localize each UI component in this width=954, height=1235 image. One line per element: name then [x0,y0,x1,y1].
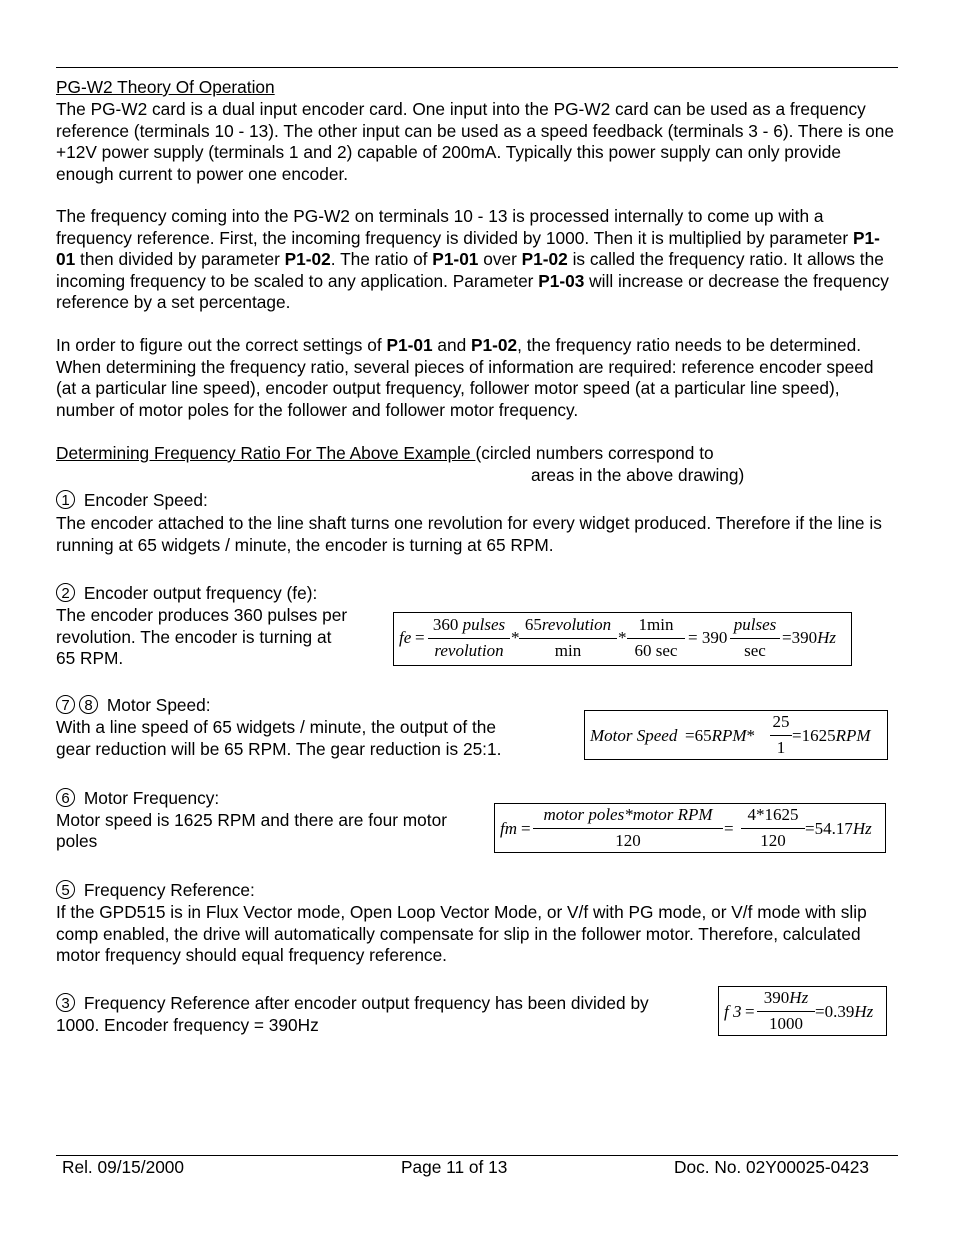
ratio-heading-note: areas in the above drawing) [531,465,745,485]
circled-number-5: 5 [56,880,75,899]
freq-ref-div-title: 3 Frequency Reference after encoder output frequency has been divided by [56,993,716,1015]
theory-paragraph-1: The PG-W2 card is a dual input encoder card. One input into the PG-W2 card can be used as a frequency reference (terminals 10 - 13). The other input can be used as a speed feedback (terminals 3 - 6). There is one +12V power supply (terminals 1 and 2) capable of 200mA. Typically this power supply can only provide enough current to power one encoder. [56,99,894,184]
theory-heading: PG-W2 Theory Of Operation [56,77,275,97]
freq-ref-body: If the GPD515 is in Flux Vector mode, Open Loop Vector Mode, or V/f with PG mode, or V/f mode with slip comp enabled, the drive will automatically compensate for slip in the follower motor. Therefore, calculated motor frequency should equal frequency reference. [56,902,867,966]
circled-number-6: 6 [56,788,75,807]
motor-speed-body-1: With a line speed of 65 widgets / minute, the output of the [56,717,496,737]
freq-ref-div-body: 1000. Encoder frequency = 390Hz [56,1015,319,1035]
encoder-freq-body-1: The encoder produces 360 pulses per [56,605,348,625]
page-number: Page 11 of 13 [401,1157,508,1177]
encoder-speed-body: The encoder attached to the line shaft turns one revolution for every widget produced. Therefore if the line is running at 65 widgets / minute, the encoder is turning at 65 RPM. [56,513,882,555]
motor-freq-body-2: poles [56,831,98,851]
freq-ref-div-equation: f 3 = 390Hz 1000 =0.39Hz [718,986,887,1036]
circled-number-1: 1 [56,490,75,509]
circled-number-7: 7 [56,695,75,714]
motor-freq-title: 6 Motor Frequency: [56,788,898,810]
encoder-freq-title: 2 Encoder output frequency (fe): [56,583,898,605]
encoder-freq-body-2: revolution. The encoder is turning at [56,627,332,647]
encoder-freq-equation: fe = 360 pulses revolution * 65revolution min * 1min 60 sec = 390 pulses sec =390Hz [393,612,852,666]
motor-speed-equation: Motor Speed =65RPM* 25 1 =1625RPM [584,710,888,760]
document-number: Doc. No. 02Y00025-0423 [674,1157,870,1177]
motor-freq-body-1: Motor speed is 1625 RPM and there are four motor [56,810,447,830]
motor-speed-title: 7 8 Motor Speed: [56,695,898,717]
footer-rule [56,1155,898,1156]
encoder-freq-body-3: 65 RPM. [56,648,124,668]
theory-paragraph-2: The frequency coming into the PG-W2 on terminals 10 - 13 is processed internally to come up with a frequency reference. First, the incoming frequency is divided by 1000. Then it is multiplied by parameter P1-01 then divided by parameter P1-02. The ratio of P1-01 over P1-02 is called the frequency ratio. It allows the incoming frequency to be scaled to any application. Parameter P1-03 will increase or decrease the frequency reference by a set percentage. [56,206,889,313]
circled-number-3: 3 [56,993,75,1012]
circled-number-8: 8 [79,695,98,714]
motor-freq-equation: fm = motor poles*motor RPM 120 = 4*1625 120 =54.17Hz [494,803,886,853]
ratio-heading: Determining Frequency Ratio For The Above Example (circled numbers correspond to [56,443,714,463]
motor-speed-body-2: gear reduction will be 65 RPM. The gear reduction is 25:1. [56,739,502,759]
encoder-speed-title: 1 Encoder Speed: [56,490,898,512]
circled-number-2: 2 [56,583,75,602]
freq-ref-title: 5 Frequency Reference: [56,880,898,902]
top-rule [56,67,898,68]
release-date: Rel. 09/15/2000 [62,1157,185,1177]
theory-paragraph-3: In order to figure out the correct settings of P1-01 and P1-02, the frequency ratio needs to be determined. When determining the frequency ratio, several pieces of information are required: reference encoder speed (at a particular line speed), encoder output frequency, follower motor speed (at a particular line speed), number of motor poles for the follower and follower motor frequency. [56,335,874,420]
